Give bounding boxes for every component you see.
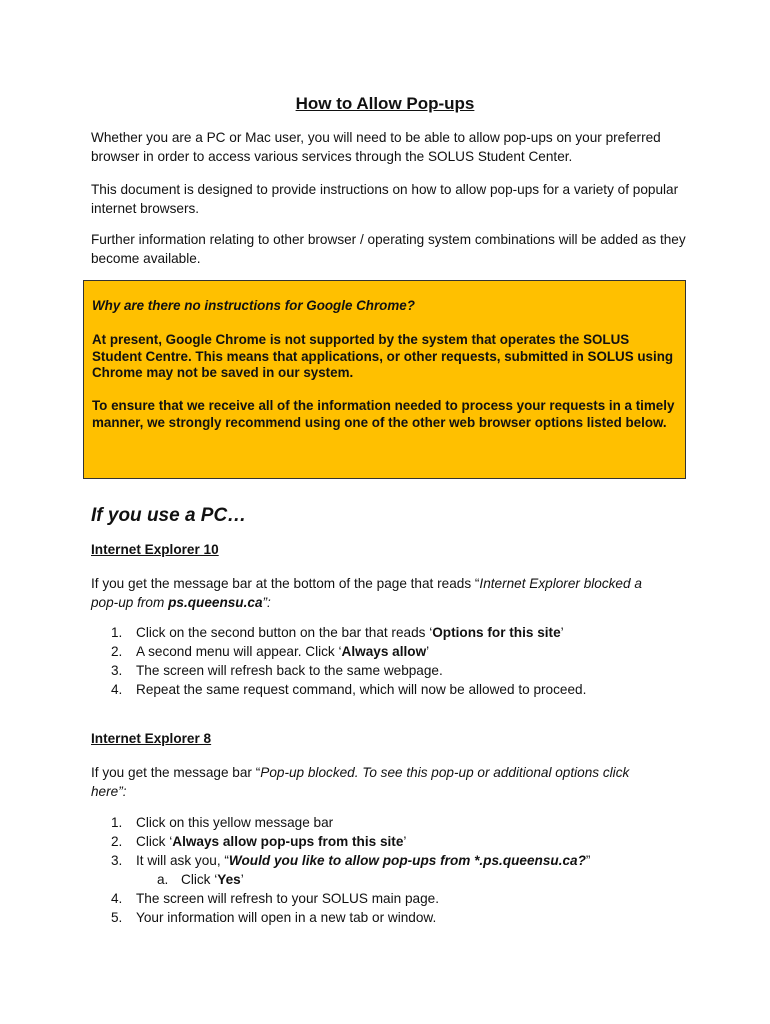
- step-text: The screen will refresh back to the same webpage.: [136, 663, 443, 678]
- step-text: Your information will open in a new tab or window.: [136, 910, 437, 925]
- ie10-step-3: [91, 661, 711, 680]
- ie10-steps: [91, 623, 711, 699]
- ie10-heading: Internet Explorer 10: [91, 542, 219, 557]
- step-text: Click on the second button on the bar that reads ‘: [136, 625, 433, 640]
- step-text: The screen will refresh to your SOLUS main page.: [136, 891, 439, 906]
- step-bold: Options for this site: [432, 625, 561, 640]
- chrome-notice-paragraph-2: To ensure that we receive all of the information needed to process your requests in a timely manner, we strongly recommend using one of the other web browser options listed below.: [92, 398, 675, 430]
- step-text-end: ’: [426, 644, 430, 659]
- ie10-lead: [91, 574, 671, 612]
- step-text: It will ask you, “: [136, 853, 229, 868]
- step-text: Repeat the same request command, which will now be allowed to proceed.: [136, 682, 587, 697]
- ie10-lead-domain: ps.queensu.ca: [168, 595, 263, 610]
- step-number: 3.: [111, 853, 123, 868]
- step-number: 4.: [111, 891, 123, 906]
- ie10-step-1: [91, 623, 711, 642]
- ie10-lead-italic: Internet Explorer blocked a pop-up from: [91, 576, 642, 610]
- ie10-lead-suffix: ”:: [262, 595, 271, 610]
- step-number: 1.: [111, 625, 123, 640]
- step-bold: Always allow pop-ups from this site: [172, 834, 404, 849]
- chrome-notice-paragraph-1: At present, Google Chrome is not supported by the system that operates the SOLUS Student Centre. This means that applications, or other requests, submitted in SOLUS using Chrome may not be saved in our system.: [92, 332, 674, 380]
- step-number: 3.: [111, 663, 123, 678]
- step-number: 5.: [111, 910, 123, 925]
- ie8-lead-italic: Pop-up blocked. To see this pop-up or additional options click here: [91, 765, 630, 799]
- ie8-step-3a: [91, 870, 711, 889]
- step-text-end: ”: [585, 853, 591, 868]
- step-number: 2.: [111, 834, 123, 849]
- step-text-end: ’: [560, 625, 564, 640]
- step-bold: Yes: [217, 872, 241, 887]
- step-number: 1.: [111, 815, 123, 830]
- chrome-notice-question: Why are there no instructions for Google Chrome?: [92, 298, 415, 313]
- ie8-heading: Internet Explorer 8: [91, 731, 212, 746]
- step-number: a.: [157, 872, 169, 887]
- ie10-step-2: [91, 642, 711, 661]
- chrome-notice-box: [83, 280, 686, 479]
- step-text: Click on this yellow message bar: [136, 815, 334, 830]
- step-text-end: ’: [403, 834, 407, 849]
- intro-paragraph-1: Whether you are a PC or Mac user, you will need to be able to allow pop-ups on your preferred browser in order to access various services through the SOLUS Student Center.: [91, 130, 661, 164]
- step-number: 2.: [111, 644, 123, 659]
- step-text-end: ’: [240, 872, 244, 887]
- pc-section-heading: If you use a PC…: [91, 505, 247, 526]
- ie8-step-2: [91, 832, 711, 851]
- ie8-step-5: [91, 908, 711, 927]
- step-text: Click ‘: [181, 872, 218, 887]
- intro-paragraph-3: Further information relating to other browser / operating system combinations will be added as they become available.: [91, 232, 686, 266]
- step-bold-italic: Would you like to allow pop-ups from *.ps.queensu.ca?: [228, 853, 586, 868]
- ie8-step-3: [91, 851, 711, 870]
- intro-paragraph-2: This document is designed to provide instructions on how to allow pop-ups for a variety of popular internet browsers.: [91, 182, 679, 216]
- ie8-step-1: [91, 813, 711, 832]
- ie8-lead-suffix: ”:: [118, 784, 127, 799]
- ie8-steps: [91, 813, 711, 927]
- ie8-step-4: [91, 889, 711, 908]
- step-bold: Always allow: [341, 644, 427, 659]
- ie8-lead-prefix: If you get the message bar “: [91, 765, 261, 780]
- step-number: 4.: [111, 682, 123, 697]
- step-text: Click ‘: [136, 834, 173, 849]
- page-title: How to Allow Pop-ups: [295, 94, 475, 113]
- ie10-lead-prefix: If you get the message bar at the bottom of the page that reads “: [91, 576, 480, 591]
- ie8-lead: [91, 763, 651, 801]
- ie10-step-4: [91, 680, 711, 699]
- step-text: A second menu will appear. Click ‘: [136, 644, 342, 659]
